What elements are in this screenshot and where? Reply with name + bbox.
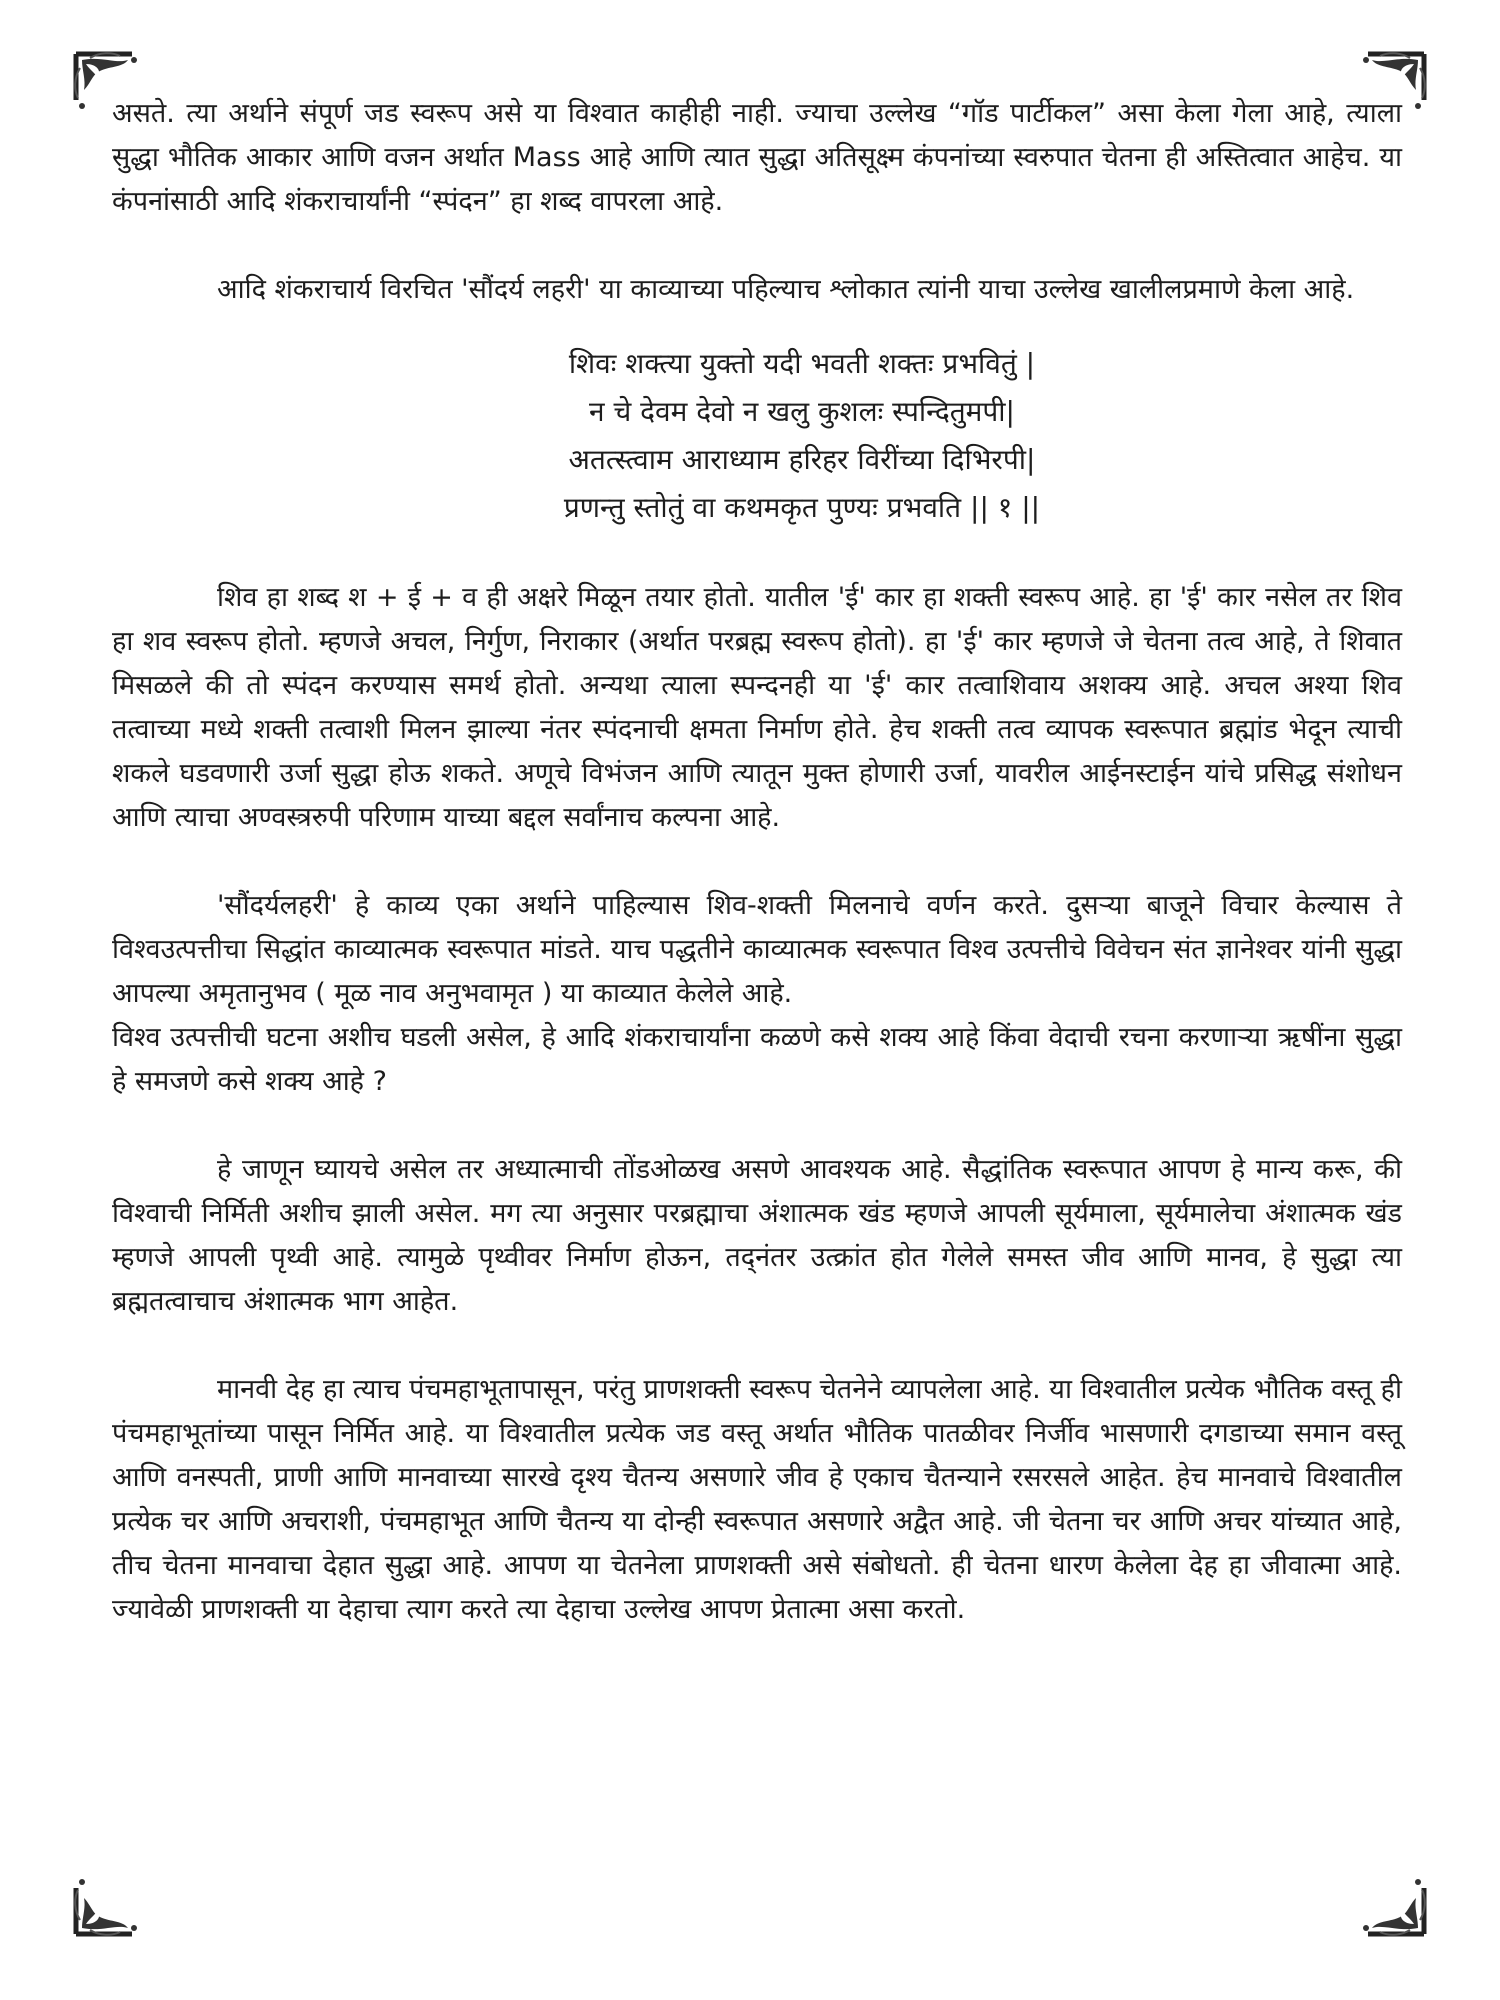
sanskrit-verse [112, 340, 1402, 532]
corner-flourish-icon [72, 1858, 152, 1938]
article-body [112, 92, 1402, 1632]
paragraph-manavi-deh: मानवी देह हा त्याच पंचमहाभूतापासून, परंतु प्राणशक्ती स्वरूप चेतनेने व्यापलेला आहे. या विश्वातील प्रत्येक भौतिक वस्तू ही पंचमहाभूतांच्या पासून निर्मित आहे. या विश्वातील प्रत्येक जड वस्तू अर्थात भौतिक पातळीवर निर्जीव भासणारी दगडाच्या समान वस्तू आणि वनस्पती, प्राणी आणि मानवाच्या सारखे दृश्य चैतन्य असणारे जीव हे एकाच चैतन्याने रसरसले आहेत. हेच मानवाचे विश्वातील प्रत्येक चर आणि अचराशी, पंचमहाभूत आणि चैतन्य या दोन्ही स्वरूपात असणारे अद्वैत आहे. जी चेतना चर आणि अचर यांच्यात आहे, तीच चेतना मानवाचा देहात सुद्धा आहे. आपण या चेतनेला प्राणशक्ती असे संबोधतो. ही चेतना धारण केलेला देह हा जीवात्मा आहे. ज्यावेळी प्राणशक्ती या देहाचा त्याग करते त्या देहाचा उल्लेख आपण प्रेतात्मा असा करतो. [112, 1374, 1402, 1625]
paragraph-adhyatma: हे जाणून घ्यायचे असेल तर अध्यात्माची तोंडओळख असणे आवश्यक आहे. सैद्धांतिक स्वरूपात आपण हे मान्य करू, की विश्वाची निर्मिती अशीच झाली असेल. मग त्या अनुसार परब्रह्माचा अंशात्मक खंड म्हणजे आपली सूर्यमाला, सूर्यमालेचा अंशात्मक खंड म्हणजे आपली पृथ्वी आहे. त्यामुळे पृथ्वीवर निर्माण होऊन, तद्नंतर उत्क्रांत होत गेलेले समस्त जीव आणि मानव, हे सुद्धा त्या ब्रह्मतत्वाचाच अंशात्मक भाग आहेत. [112, 1154, 1402, 1317]
paragraph-soundarya-lahari-intro: आदि शंकराचार्य विरचित 'सौंदर्य लहरी' या काव्याच्या पहिल्याच श्लोकात त्यांनी याचा उल्लेख खालीलप्रमाणे केला आहे. [217, 274, 1355, 305]
verse-line: प्रणन्तु स्तोतुं वा कथमकृत पुण्यः प्रभवति || १ || [563, 491, 1041, 524]
verse-line: अतत्स्त्वाम आराध्याम हरिहर विरींच्या दिभिरपी| [568, 443, 1036, 476]
verse-line: न चे देवम देवो न खलु कुशलः स्पन्दितुमपी| [589, 395, 1015, 428]
paragraph-shiv-shakti: शिव हा शब्द श + ई + व ही अक्षरे मिळून तयार होतो. यातील 'ई' कार हा शक्ती स्वरूप आहे. हा 'ई' कार नसेल तर शिव हा शव स्वरूप होतो. म्हणजे अचल, निर्गुण, निराकार (अर्थात परब्रह्म स्वरूप होतो). हा 'ई' कार म्हणजे जे चेतना तत्व आहे, ते शिवात मिसळले की तो स्पंदन करण्यास समर्थ होतो. अन्यथा त्याला स्पन्दनही या 'ई' कार तत्वाशिवाय अशक्य आहे. अचल अश्या शिव तत्वाच्या मध्ये शक्ती तत्वाशी मिलन झाल्या नंतर स्पंदनाची क्षमता निर्माण होते. हेच शक्ती तत्व व्यापक स्वरूपात ब्रह्मांड भेदून त्याची शकले घडवणारी उर्जा सुद्धा होऊ शकते. अणूचे विभंजन आणि त्यातून मुक्त होणारी उर्जा, यावरील आईनस्टाईन यांचे प्रसिद्ध संशोधन आणि त्याचा अण्वस्त्ररुपी परिणाम याच्या बद्दल सर्वांनाच कल्पना आहे. [112, 582, 1402, 833]
paragraph-intro: असते. त्या अर्थाने संपूर्ण जड स्वरूप असे या विश्वात काहीही नाही. ज्याचा उल्लेख “गॉड पार्टीकल” असा केला गेला आहे, त्याला सुद्धा भौतिक आकार आणि वजन अर्थात Mass आहे आणि त्यात सुद्धा अतिसूक्ष्म कंपनांच्या स्वरुपात चेतना ही अस्तित्वात आहेच. या कंपनांसाठी आदि शंकराचार्यांनी “स्पंदन” हा शब्द वापरला आहे. [112, 98, 1402, 217]
corner-flourish-icon [1348, 1858, 1428, 1938]
paragraph-soundaryalahari: 'सौंदर्यलहरी' हे काव्य एका अर्थाने पाहिल्यास शिव-शक्ती मिलनाचे वर्णन करते. दुसऱ्या बाजूने विचार केल्यास ते विश्वउत्पत्तीचा सिद्धांत काव्यात्मक स्वरूपात मांडते. याच पद्धतीने काव्यात्मक स्वरूपात विश्व उत्पत्तीचे विवेचन संत ज्ञानेश्वर यांनी सुद्धा आपल्या अमृतानुभव ( मूळ नाव अनुभवामृत ) या काव्यात केलेले आहे. [112, 890, 1402, 1009]
verse-line: शिवः शक्त्या युक्तो यदी भवती शक्तः प्रभवितुं | [568, 347, 1036, 380]
paragraph-question: विश्व उत्पत्तीची घटना अशीच घडली असेल, हे आदि शंकराचार्यांना कळणे कसे शक्य आहे किंवा वेदाची रचना करणाऱ्या ऋषींना सुद्धा हे समजणे कसे शक्य आहे ? [112, 1022, 1402, 1097]
